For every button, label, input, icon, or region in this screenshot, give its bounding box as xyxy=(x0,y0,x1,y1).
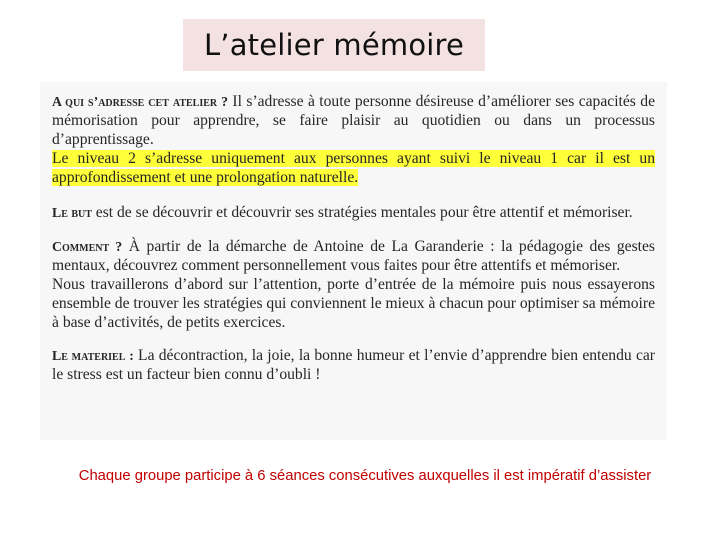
section-material xyxy=(52,347,655,385)
section-audience-text: Il s’adresse à toute personne désireuse d’améliorer ses capacités de mémorisation pour apprendre, se faire plaisir au quotidien ou dans un processus d’apprentissage. xyxy=(52,93,655,148)
highlighted-level2-text: Le niveau 2 s’adresse uniquement aux personnes ayant suivi le niveau 1 car il est un approfondissement et une prolongation naturelle. xyxy=(52,149,655,186)
section-goal xyxy=(52,204,655,223)
section-how-label: Comment ? xyxy=(52,239,123,255)
spacer xyxy=(52,222,655,238)
section-level2 xyxy=(52,150,655,188)
section-material-text: La décontraction, la joie, la bonne humeur et l’envie d’apprendre bien entendu car le stress est un facteur bien connu d’oubli ! xyxy=(52,346,655,383)
section-how-continued xyxy=(52,276,655,333)
section-audience-label: A qui s’adresse cet atelier ? xyxy=(52,94,228,109)
section-how-text: À partir de la démarche de Antoine de La Garanderie : la pédagogie des gestes mentaux, découvrez comment personnellement vous faites pour être attentifs et mémoriser. xyxy=(52,238,655,275)
title-box xyxy=(183,19,485,71)
footer-note: Chaque groupe participe à 6 séances consécutives auxquelles il est impératif d’assister xyxy=(78,468,652,484)
page-title: L’atelier mémoire xyxy=(203,28,465,62)
section-goal-label: Le but xyxy=(52,204,92,220)
section-audience xyxy=(52,93,655,150)
section-material-label: Le materiel : xyxy=(52,347,134,363)
spacer xyxy=(52,333,655,347)
spacer xyxy=(52,188,655,204)
section-how xyxy=(52,238,655,276)
section-goal-text: est de se découvrir et découvrir ses stratégies mentales pour être attentif et mémoriser. xyxy=(91,203,633,221)
section-how-text2: Nous travaillerons d’abord sur l’attention, porte d’entrée de la mémoire puis nous essayerons ensemble de trouver les stratégies qui conviennent le mieux à chacun pour optimiser sa mémoire à base d’activités, de petits exercices. xyxy=(52,276,655,332)
document-scan xyxy=(40,82,667,440)
